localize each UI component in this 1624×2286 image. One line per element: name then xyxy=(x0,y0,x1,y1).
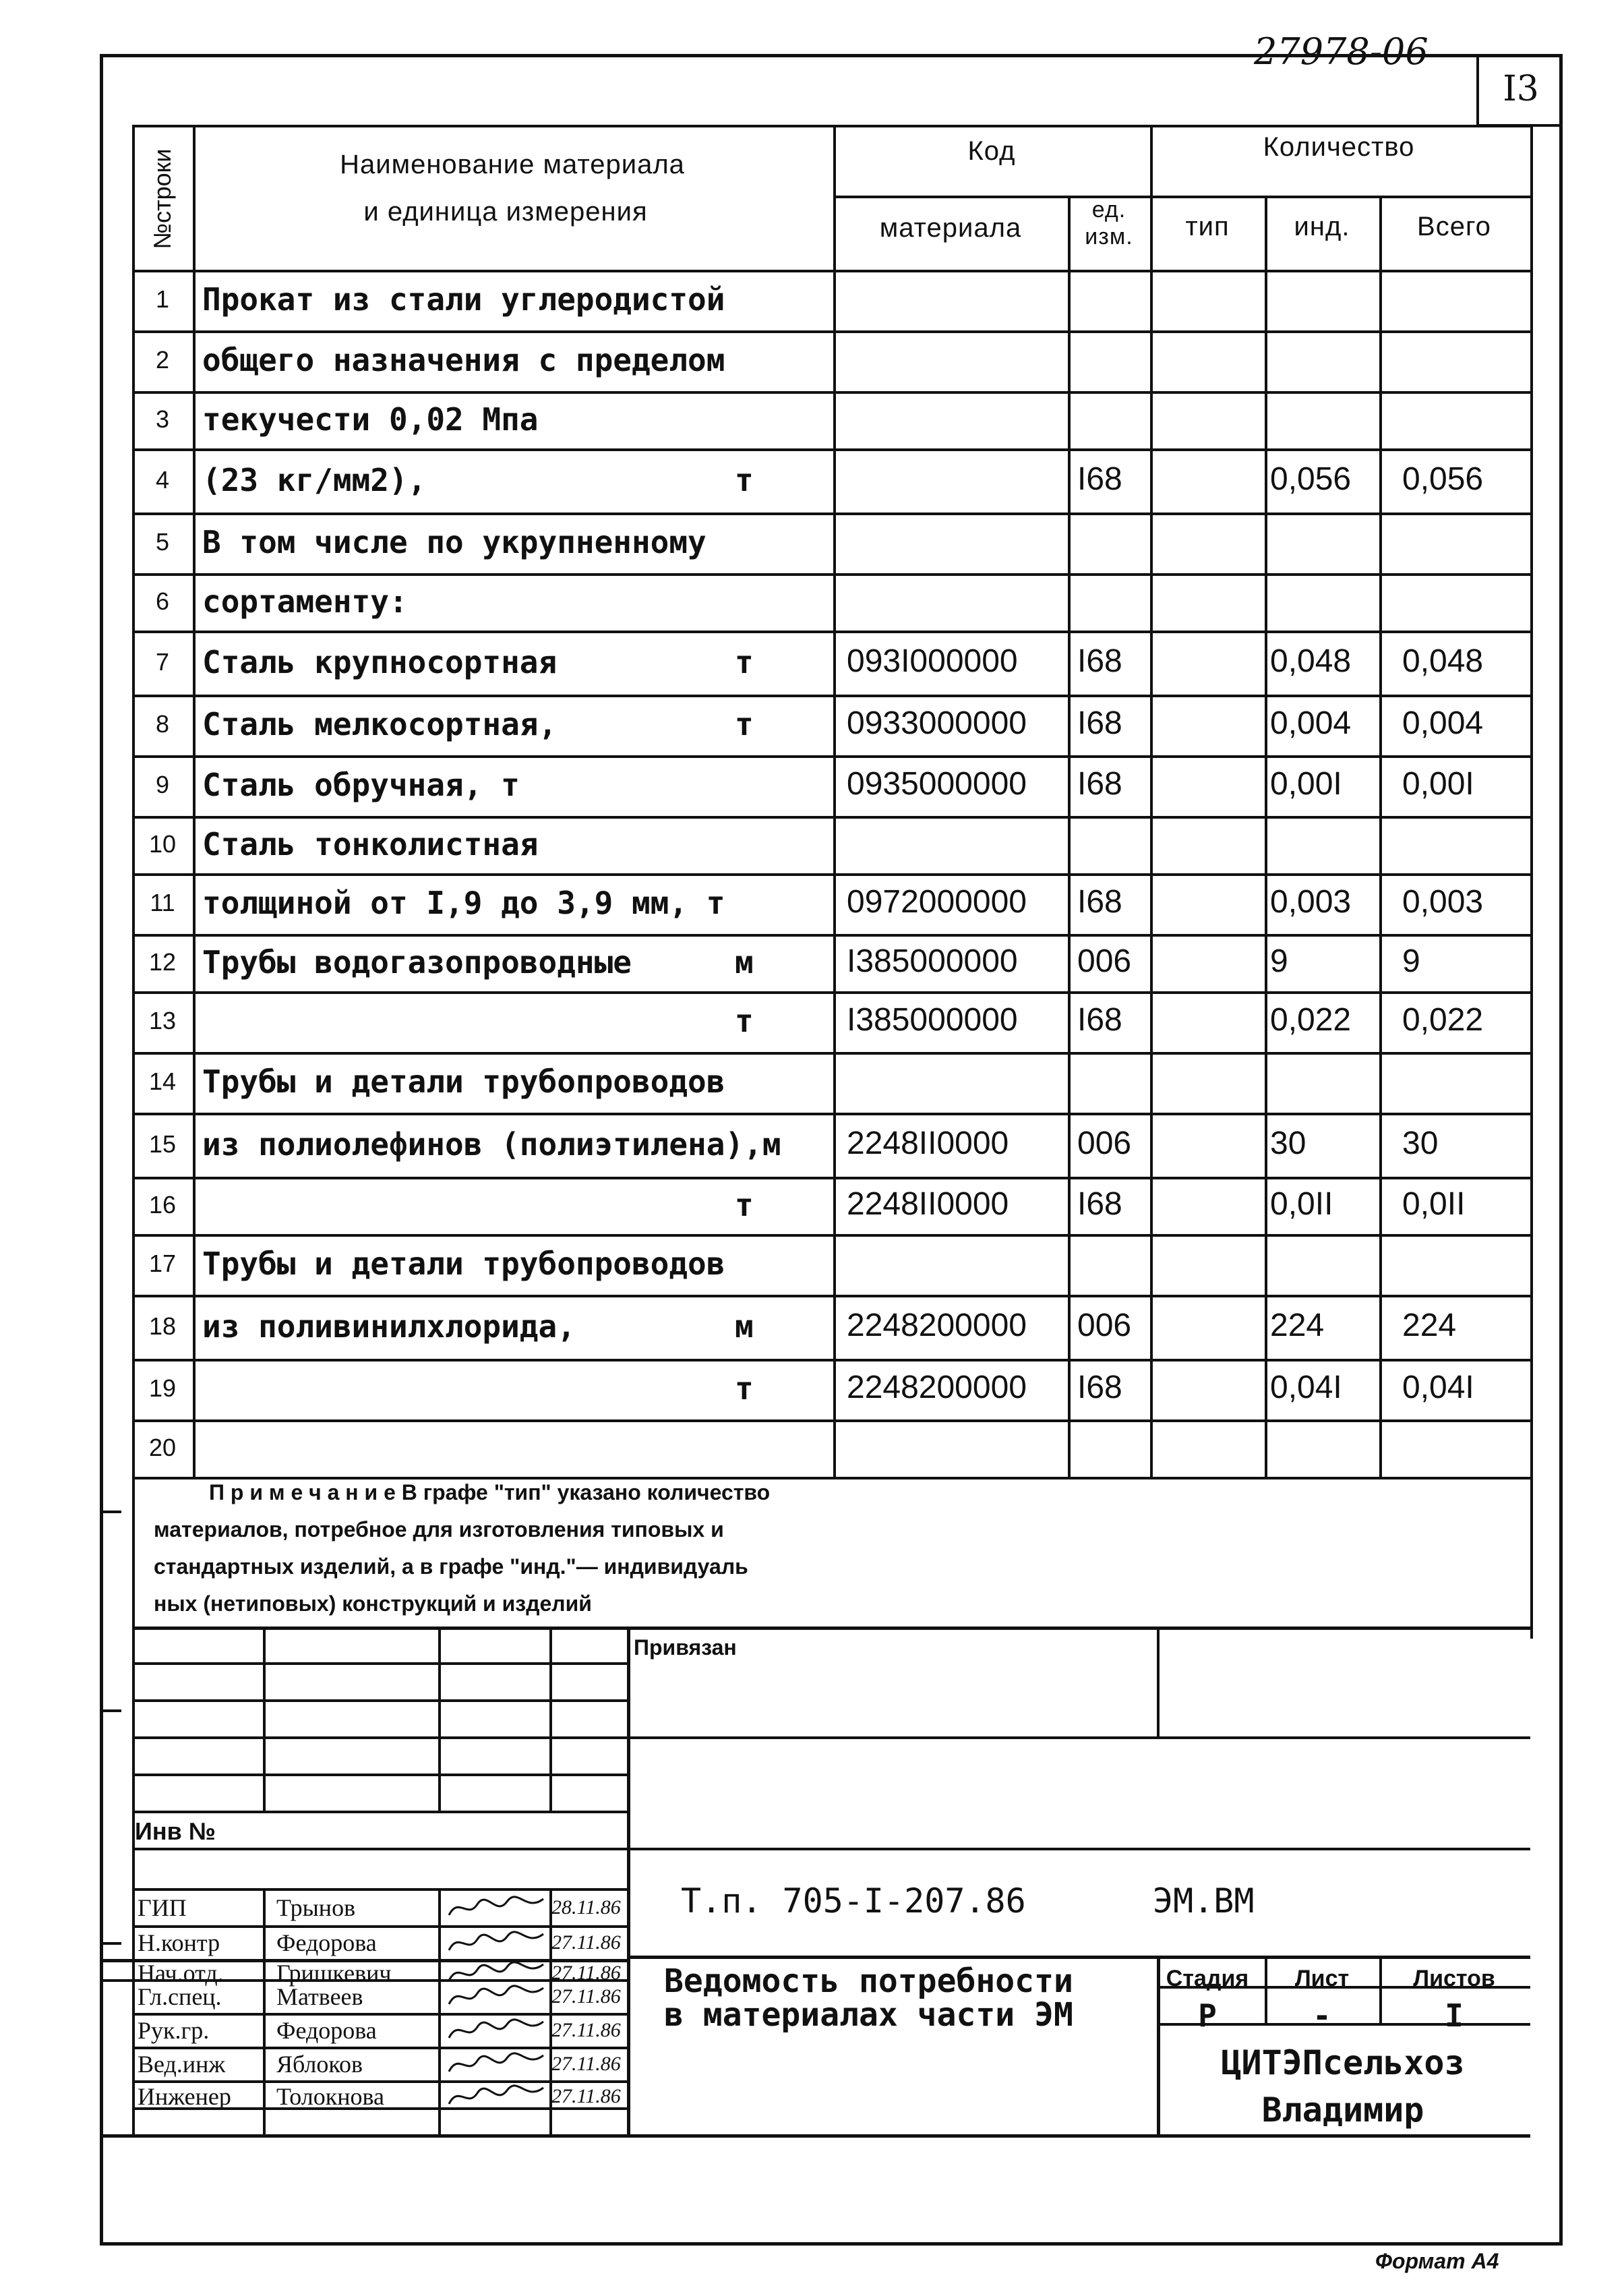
qty-type-header: тип xyxy=(1185,212,1230,241)
qty-total: 0,022 xyxy=(1402,1002,1484,1038)
unit-code: I68 xyxy=(1077,1185,1122,1222)
stage-value: Р xyxy=(1198,1997,1217,2034)
row-number: 8 xyxy=(155,710,170,738)
qty-individual: 30 xyxy=(1270,1125,1306,1161)
material-name: Трубы и детали трубопроводов xyxy=(202,1245,725,1282)
row-number: 7 xyxy=(155,647,170,676)
grid-line xyxy=(132,391,1530,394)
sheet-label: Лист xyxy=(1294,1966,1350,1991)
document-code: 27978-06 xyxy=(1254,30,1428,73)
qty-total: 0,048 xyxy=(1402,643,1484,679)
signer-role: Вед.инж xyxy=(138,2051,226,2078)
note-line-4: ных (нетиповых) конструкций и изделий xyxy=(154,1591,592,1616)
sheets-label: Листов xyxy=(1413,1966,1495,1991)
unit-code: I68 xyxy=(1077,766,1122,802)
qty-individual: 0,00I xyxy=(1270,766,1342,802)
code-material-header: материала xyxy=(879,213,1022,243)
material-name: (23 кг/мм2), xyxy=(202,461,427,498)
material-name: из поливинилхлорида, xyxy=(202,1308,576,1345)
material-name: Прокат из стали углеродистой xyxy=(202,281,725,318)
material-code: 2248200000 xyxy=(847,1370,1027,1405)
qty-ind-header: инд. xyxy=(1294,212,1350,241)
row-number: 20 xyxy=(148,1433,177,1461)
title-block-line xyxy=(438,1626,441,1811)
document-title-line2: в материалах части ЭМ xyxy=(664,1996,1073,2034)
qty-individual: 0,022 xyxy=(1270,1002,1352,1038)
qty-individual: 0,048 xyxy=(1270,643,1352,679)
material-code: 2248II0000 xyxy=(847,1185,1009,1222)
signature-date: 27.11.86 xyxy=(551,1985,621,2007)
title-block-line xyxy=(263,1626,266,1811)
grid-line xyxy=(132,1359,1530,1361)
qty-total: 30 xyxy=(1402,1125,1439,1161)
signer-name: Федорова xyxy=(276,1929,377,1956)
unit-of-measure: т xyxy=(735,643,754,680)
unit-code: I68 xyxy=(1077,884,1122,920)
material-code: I385000000 xyxy=(847,943,1018,979)
unit-of-measure: т xyxy=(735,1003,754,1039)
signature-date: 27.11.86 xyxy=(551,2019,621,2041)
material-name: текучести 0,02 Мпа xyxy=(202,401,539,438)
title-block-line xyxy=(100,1942,121,1945)
unit-code: I68 xyxy=(1077,643,1122,679)
grid-line xyxy=(1068,196,1071,1477)
qty-individual: 0,0II xyxy=(1270,1185,1333,1222)
name-header-line1: Наименование материала xyxy=(340,150,685,179)
grid-line xyxy=(132,695,1530,697)
row-number: 14 xyxy=(148,1067,177,1095)
format-label: Формат А4 xyxy=(1375,2249,1499,2273)
material-code: 0972000000 xyxy=(847,884,1027,920)
qty-total: 9 xyxy=(1402,943,1420,979)
unit-of-measure: т xyxy=(735,706,754,742)
grid-line xyxy=(132,991,1530,994)
title-block-line xyxy=(132,1662,627,1665)
material-name: из полиолефинов (полиэтилена),м xyxy=(202,1125,781,1163)
material-code: 2248200000 xyxy=(847,1307,1027,1343)
material-name: Трубы и детали трубопроводов xyxy=(202,1063,725,1100)
qty-individual: 0,04I xyxy=(1270,1370,1342,1405)
unit-code: 006 xyxy=(1077,943,1132,979)
grid-line xyxy=(132,873,1530,876)
qty-individual: 0,004 xyxy=(1270,705,1352,741)
signer-name: Матвеев xyxy=(276,1983,363,2010)
signer-name: Яблоков xyxy=(276,2051,363,2078)
signer-role: Рук.гр. xyxy=(138,2017,210,2044)
material-name: Сталь крупносортная xyxy=(202,643,558,680)
signature-icon xyxy=(445,1892,546,1922)
grid-line xyxy=(132,270,1530,272)
qty-total-header: Всего xyxy=(1417,212,1491,241)
material-name: сортаменту: xyxy=(202,583,408,620)
signer-name: Федорова xyxy=(276,2017,377,2044)
grid-line xyxy=(132,755,1530,758)
material-name: Сталь обручная, т xyxy=(202,767,520,803)
material-name: В том числе по укрупненному xyxy=(202,524,706,560)
material-code: 0933000000 xyxy=(847,705,1027,741)
title-block-line xyxy=(1157,1626,1160,1736)
signer-role: ГИП xyxy=(138,1894,187,1921)
material-code: 2248II0000 xyxy=(847,1125,1009,1161)
grid-line xyxy=(132,1419,1530,1422)
row-number: 19 xyxy=(148,1374,177,1402)
row-number: 13 xyxy=(148,1007,177,1034)
grid-line xyxy=(132,125,1530,127)
signature-date: 27.11.86 xyxy=(551,2053,621,2075)
signer-role: Гл.спец. xyxy=(138,1983,222,2010)
code-unit-header-2: изм. xyxy=(1085,224,1133,250)
note-line-2: материалов, потребное для изготовления типовых и xyxy=(154,1517,724,1542)
material-code: 093I000000 xyxy=(847,643,1018,679)
row-number: 1 xyxy=(155,285,170,313)
signer-role: Н.контр xyxy=(138,1929,220,1956)
title-block-line xyxy=(132,1848,627,1850)
qty-total: 0,056 xyxy=(1402,461,1484,497)
unit-code: I68 xyxy=(1077,461,1122,497)
title-block-line xyxy=(132,1925,627,1928)
material-name: Сталь мелкосортная, xyxy=(202,706,558,742)
grid-line xyxy=(1530,125,1533,1639)
row-number: 17 xyxy=(148,1250,177,1277)
qty-total: 0,00I xyxy=(1402,766,1474,802)
row-number: 4 xyxy=(155,465,170,494)
qty-total: 0,003 xyxy=(1402,884,1484,920)
qty-total: 0,0II xyxy=(1402,1185,1466,1222)
title-block-line xyxy=(263,1888,266,2134)
signature-date: 27.11.86 xyxy=(551,1962,621,1984)
grid-line xyxy=(132,1477,1530,1479)
qty-individual: 0,056 xyxy=(1270,461,1352,497)
title-block-line xyxy=(549,1626,552,1811)
qty-total: 0,004 xyxy=(1402,705,1484,741)
qty-total: 224 xyxy=(1402,1307,1457,1343)
sheet-value: - xyxy=(1313,1997,1331,2034)
sheet-number: I3 xyxy=(1476,54,1563,127)
qty-individual: 9 xyxy=(1270,943,1288,979)
signature-date: 28.11.86 xyxy=(551,1896,621,1918)
grid-line xyxy=(833,125,836,1477)
signer-name: Трынов xyxy=(276,1894,356,1921)
title-block-line xyxy=(132,2047,627,2049)
row-number: 18 xyxy=(148,1312,177,1340)
grid-line xyxy=(1150,125,1153,1477)
grid-line xyxy=(132,573,1530,576)
grid-line xyxy=(1265,196,1267,1477)
code-header: Код xyxy=(967,136,1016,166)
unit-code: I68 xyxy=(1077,705,1122,741)
title-block-line xyxy=(438,1888,441,2134)
title-block-line xyxy=(627,1626,630,2134)
signature-icon xyxy=(445,2015,546,2045)
unit-of-measure: т xyxy=(735,1186,754,1223)
unit-of-measure: м xyxy=(735,1308,754,1345)
row-number: 11 xyxy=(150,889,175,916)
signature-date: 27.11.86 xyxy=(551,1931,621,1954)
title-block-line xyxy=(627,1848,1530,1850)
title-block-line xyxy=(132,1699,627,1702)
quantity-header: Количество xyxy=(1263,132,1415,162)
material-name: толщиной от I,9 до 3,9 мм, т xyxy=(202,885,725,921)
signer-name: Толокнова xyxy=(276,2083,385,2110)
title-block-line xyxy=(627,1956,1530,1959)
code-unit-header-1: ед. xyxy=(1091,197,1126,223)
signature-icon xyxy=(445,1927,546,1957)
project-designation: Т.п. 705-I-207.86 xyxy=(681,1881,1026,1921)
grid-line xyxy=(132,448,1530,451)
unit-code: I68 xyxy=(1077,1370,1122,1405)
row-number: 2 xyxy=(155,346,170,374)
document-title-line1: Ведомость потребности xyxy=(664,1962,1073,2000)
row-number: 16 xyxy=(148,1190,177,1219)
row-number: 10 xyxy=(148,829,177,858)
row-number: 12 xyxy=(148,947,177,976)
grid-line xyxy=(132,631,1530,633)
note-line-3: стандартных изделий, а в графе "инд."— индивидуаль xyxy=(154,1554,748,1579)
grid-line xyxy=(1379,196,1382,1477)
grid-line xyxy=(132,934,1530,937)
title-block-line xyxy=(132,1626,1530,1630)
row-number-header: №строки xyxy=(148,148,176,250)
grid-line xyxy=(132,512,1530,515)
qty-individual: 0,003 xyxy=(1270,884,1352,920)
title-block-line xyxy=(132,2013,627,2016)
document-mark: ЭМ.ВМ xyxy=(1153,1881,1255,1921)
row-number: 9 xyxy=(155,771,170,798)
grid-line xyxy=(833,196,1530,198)
signer-role: Инженер xyxy=(138,2083,231,2110)
unit-code: 006 xyxy=(1077,1307,1132,1343)
name-header-line2: и единица измерения xyxy=(363,197,648,227)
grid-line xyxy=(132,1234,1530,1237)
grid-line xyxy=(132,1052,1530,1055)
grid-line xyxy=(132,816,1530,819)
privyazan-label: Привязан xyxy=(634,1635,737,1660)
material-code: I385000000 xyxy=(847,1002,1018,1038)
title-block-line xyxy=(100,1709,121,1712)
grid-line xyxy=(132,1113,1530,1115)
qty-total: 0,04I xyxy=(1402,1370,1474,1405)
signature-date: 27.11.86 xyxy=(551,2085,621,2107)
material-name: Сталь тонколистная xyxy=(202,825,539,862)
unit-code: 006 xyxy=(1077,1125,1132,1161)
organization-line2: Владимир xyxy=(1261,2090,1424,2130)
material-name: общего назначения с пределом xyxy=(202,342,725,378)
signature-icon xyxy=(445,2049,546,2078)
signer-name: Гришкевич xyxy=(276,1960,392,1987)
note-line-1: П р и м е ч а н и е В графе "тип" указано количество xyxy=(209,1480,771,1504)
sheets-value: I xyxy=(1445,1997,1464,2034)
grid-line xyxy=(132,330,1530,333)
qty-individual: 224 xyxy=(1270,1307,1325,1343)
stage-label: Стадия xyxy=(1166,1966,1249,1991)
unit-of-measure: т xyxy=(735,1370,754,1407)
title-block-line xyxy=(100,1511,121,1513)
unit-of-measure: т xyxy=(735,461,754,498)
signature-icon xyxy=(445,2081,546,2111)
title-block-line xyxy=(132,1774,627,1776)
title-block-line xyxy=(132,1888,627,1891)
title-block-line xyxy=(627,1736,1530,1739)
signature-icon xyxy=(445,1981,546,2011)
row-number: 3 xyxy=(155,405,170,433)
organization-line1: ЦИТЭПсельхоз xyxy=(1221,2043,1465,2082)
title-block-line xyxy=(132,1736,627,1739)
unit-code: I68 xyxy=(1077,1002,1122,1038)
title-block-line xyxy=(132,1626,135,2134)
unit-of-measure: м xyxy=(735,943,754,980)
row-number: 5 xyxy=(155,528,170,556)
grid-line xyxy=(132,1295,1530,1297)
grid-line xyxy=(193,125,196,1477)
title-block-line xyxy=(132,1811,627,1813)
row-number: 6 xyxy=(155,587,170,615)
material-code: 0935000000 xyxy=(847,766,1027,802)
signer-role: Нач.отд. xyxy=(138,1960,224,1987)
grid-line xyxy=(132,1177,1530,1179)
title-block-line xyxy=(100,2134,1530,2138)
row-number: 15 xyxy=(148,1130,177,1158)
material-name: Трубы водогазопроводные xyxy=(202,943,632,980)
inv-no-label: Инв № xyxy=(135,1817,216,1845)
